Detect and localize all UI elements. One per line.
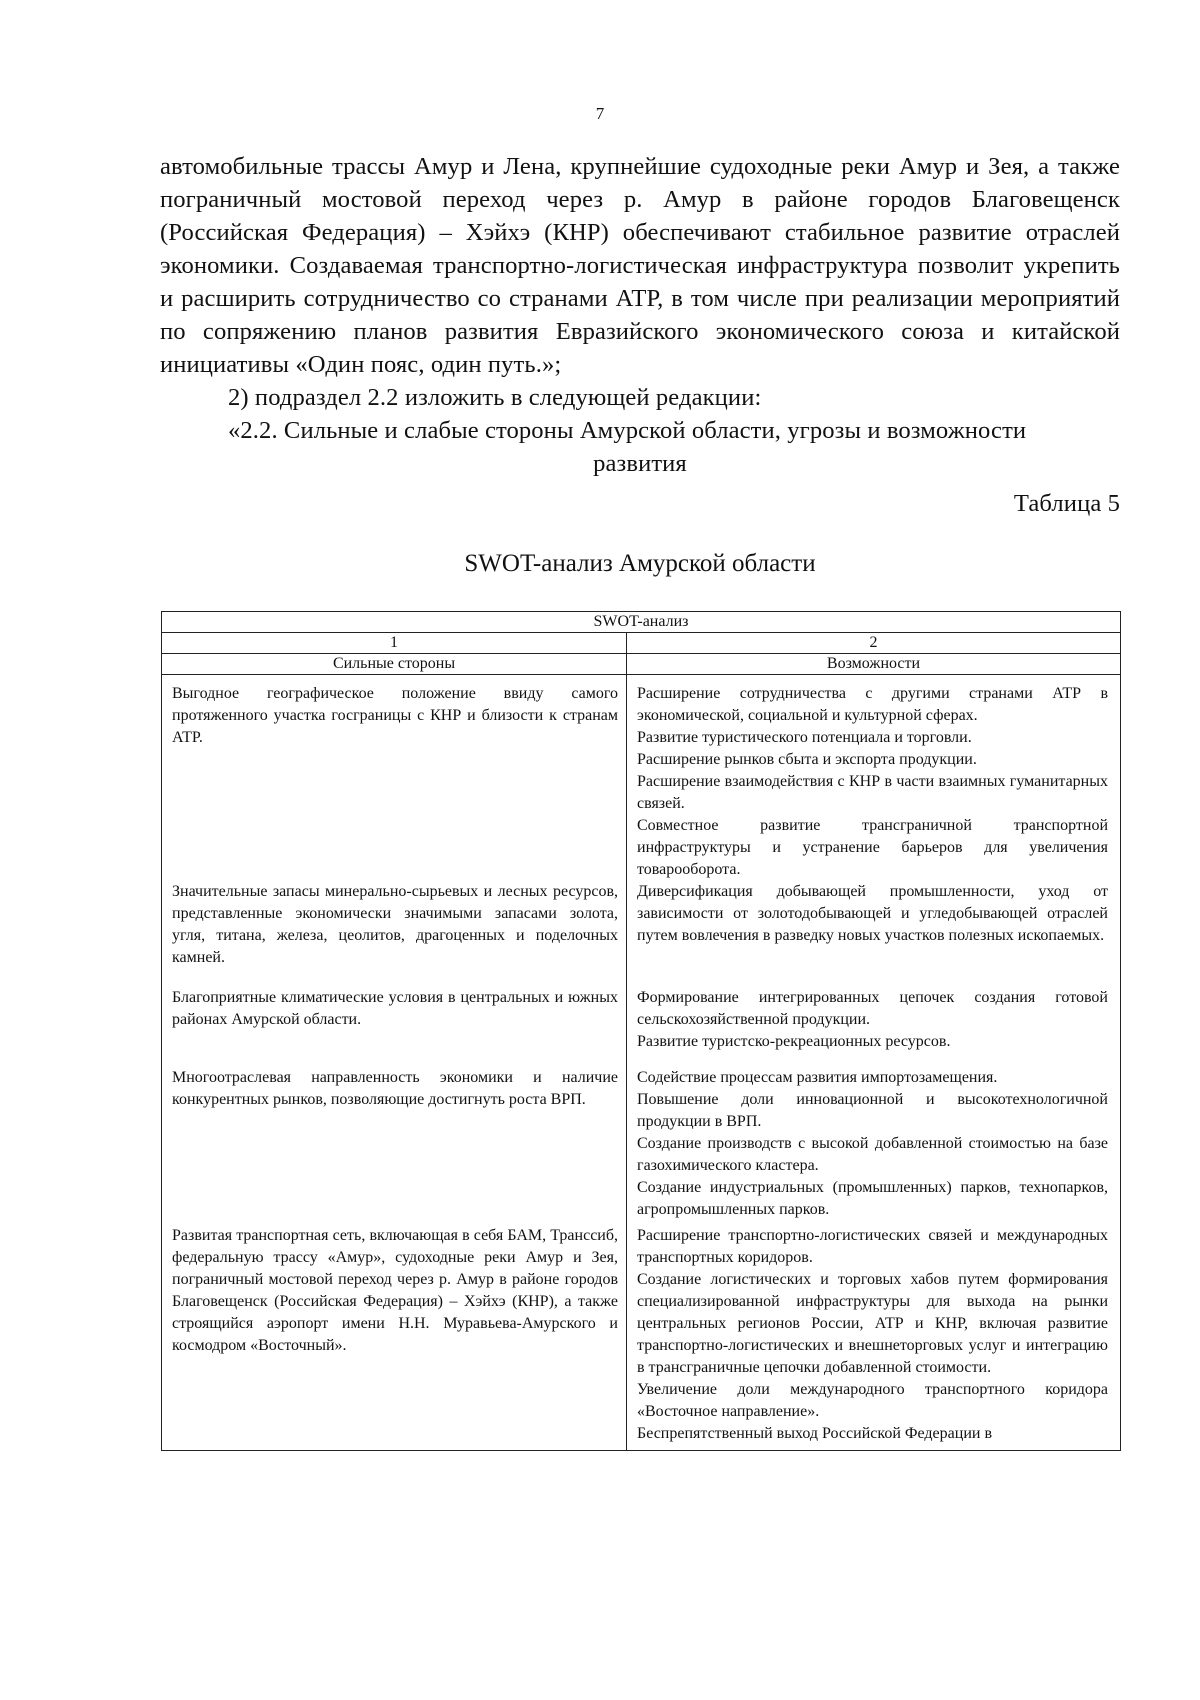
opportunity-item: Беспрепятственный выход Российской Федерации в: [637, 1425, 992, 1442]
opportunity-item: Создание производств с высокой добавленной стоимостью на базе газохимического кластера.: [637, 1135, 1108, 1174]
opportunities-block: [637, 1225, 1108, 1450]
intro-paragraph: автомобильные трассы Амур и Лена, крупнейшие судоходные реки Амур и Зея, а также пограничный мостовой переход через р. Амур в районе городов Благовещенск (Российская Федерация) – Хэйхэ (КНР) обеспечивают стабильное развитие отраслей экономики. Создаваемая транспортно-логистическая инфраструктура позволит укрепить и расширить сотрудничество со странами АТР, в том числе при реализации мероприятий по сопряжению планов развития Евразийского экономического союза и китайской инициативы «Один пояс, один путь.»;: [160, 153, 1120, 378]
opportunities-block: [637, 1067, 1108, 1225]
section-heading-continuation: развития: [593, 450, 687, 477]
opportunity-item: Повышение доли инновационной и высокотехнологичной продукции в ВРП.: [637, 1091, 1108, 1130]
swot-header: SWOT-анализ: [162, 612, 1121, 633]
strength-item: Выгодное географическое положение ввиду самого протяженного участка госграницы с КНР и близости к странам АТР.: [172, 685, 618, 746]
opportunity-item: Создание логистических и торговых хабов путем формирования специализированной инфраструктуры для выхода на рынки центральных регионов России, АТР и КНР, включая развитие транспортно-логистических и внешнеторговых услуг и интеграцию в трансграничные цепочки добавленной стоимости.: [637, 1271, 1108, 1376]
opportunities-block: [637, 881, 1108, 987]
strength-item: Благоприятные климатические условия в центральных и южных районах Амурской области.: [172, 989, 618, 1028]
opportunity-item: Развитие туристско-рекреационных ресурсов.: [637, 1033, 951, 1050]
opportunity-item: Формирование интегрированных цепочек создания готовой сельскохозяйственной продукции.: [637, 989, 1108, 1028]
page-number: 7: [595, 104, 605, 123]
opportunity-item: Создание индустриальных (промышленных) парков, технопарков, агропромышленных парков.: [637, 1179, 1108, 1218]
opportunities-block: [637, 683, 1108, 881]
opportunity-item: Развитие туристического потенциала и торговли.: [637, 729, 972, 746]
section-heading: «2.2. Сильные и слабые стороны Амурской области, угрозы и возможности: [228, 417, 1027, 444]
strength-item: Развитая транспортная сеть, включающая в себя БАМ, Транссиб, федеральную трассу «Амур», судоходные реки Амур и Зея, пограничный мостовой переход через р. Амур в районе городов Благовещенск (Российская Федерация) – Хэйхэ (КНР), а также строящийся аэропорт имени Н.Н. Муравьева-Амурского и космодром «Восточный».: [172, 1227, 618, 1354]
opportunity-item: Расширение рынков сбыта и экспорта продукции.: [637, 751, 977, 768]
strength-item: Многоотраслевая направленность экономики и наличие конкурентных рынков, позволяющие достигнуть роста ВРП.: [172, 1069, 618, 1108]
opportunity-item: Совместное развитие трансграничной транспортной инфраструктуры и устранение барьеров для увеличения товарооборота.: [637, 817, 1108, 878]
opportunities-cell: [627, 675, 1121, 1451]
opportunities-block: [637, 987, 1108, 1067]
column-title-opportunities: Возможности: [627, 654, 1121, 675]
opportunity-item: Расширение сотрудничества с другими странами АТР в экономической, социальной и культурной сферах.: [637, 685, 1108, 724]
body-text: [160, 150, 1120, 520]
column-title-strengths: Сильные стороны: [162, 654, 627, 675]
opportunity-item: Диверсификация добывающей промышленности, уход от зависимости от золотодобывающей и угледобывающей отраслей путем вовлечения в разведку новых участков полезных ископаемых.: [637, 883, 1108, 944]
table-number: Таблица 5: [1013, 490, 1120, 517]
amendment-item-2: 2) подраздел 2.2 изложить в следующей редакции:: [228, 384, 762, 411]
strength-item: Значительные запасы минерально-сырьевых и лесных ресурсов, представленные экономически значимыми запасами золота, угля, титана, железа, цеолитов, драгоценных и поделочных камней.: [172, 883, 618, 966]
opportunity-item: Расширение транспортно-логистических связей и международных транспортных коридоров.: [637, 1227, 1108, 1266]
opportunity-item: Расширение взаимодействия с КНР в части взаимных гуманитарных связей.: [637, 773, 1108, 812]
table-title: SWOT-анализ Амурской области: [464, 550, 816, 577]
column-number-2: 2: [627, 633, 1121, 654]
opportunity-item: Увеличение доли международного транспортного коридора «Восточное направление».: [637, 1381, 1108, 1420]
strengths-cell: [162, 675, 627, 1451]
column-number-1: 1: [162, 633, 627, 654]
swot-table: [161, 611, 1121, 1451]
opportunity-item: Содействие процессам развития импортозамещения.: [637, 1069, 998, 1086]
